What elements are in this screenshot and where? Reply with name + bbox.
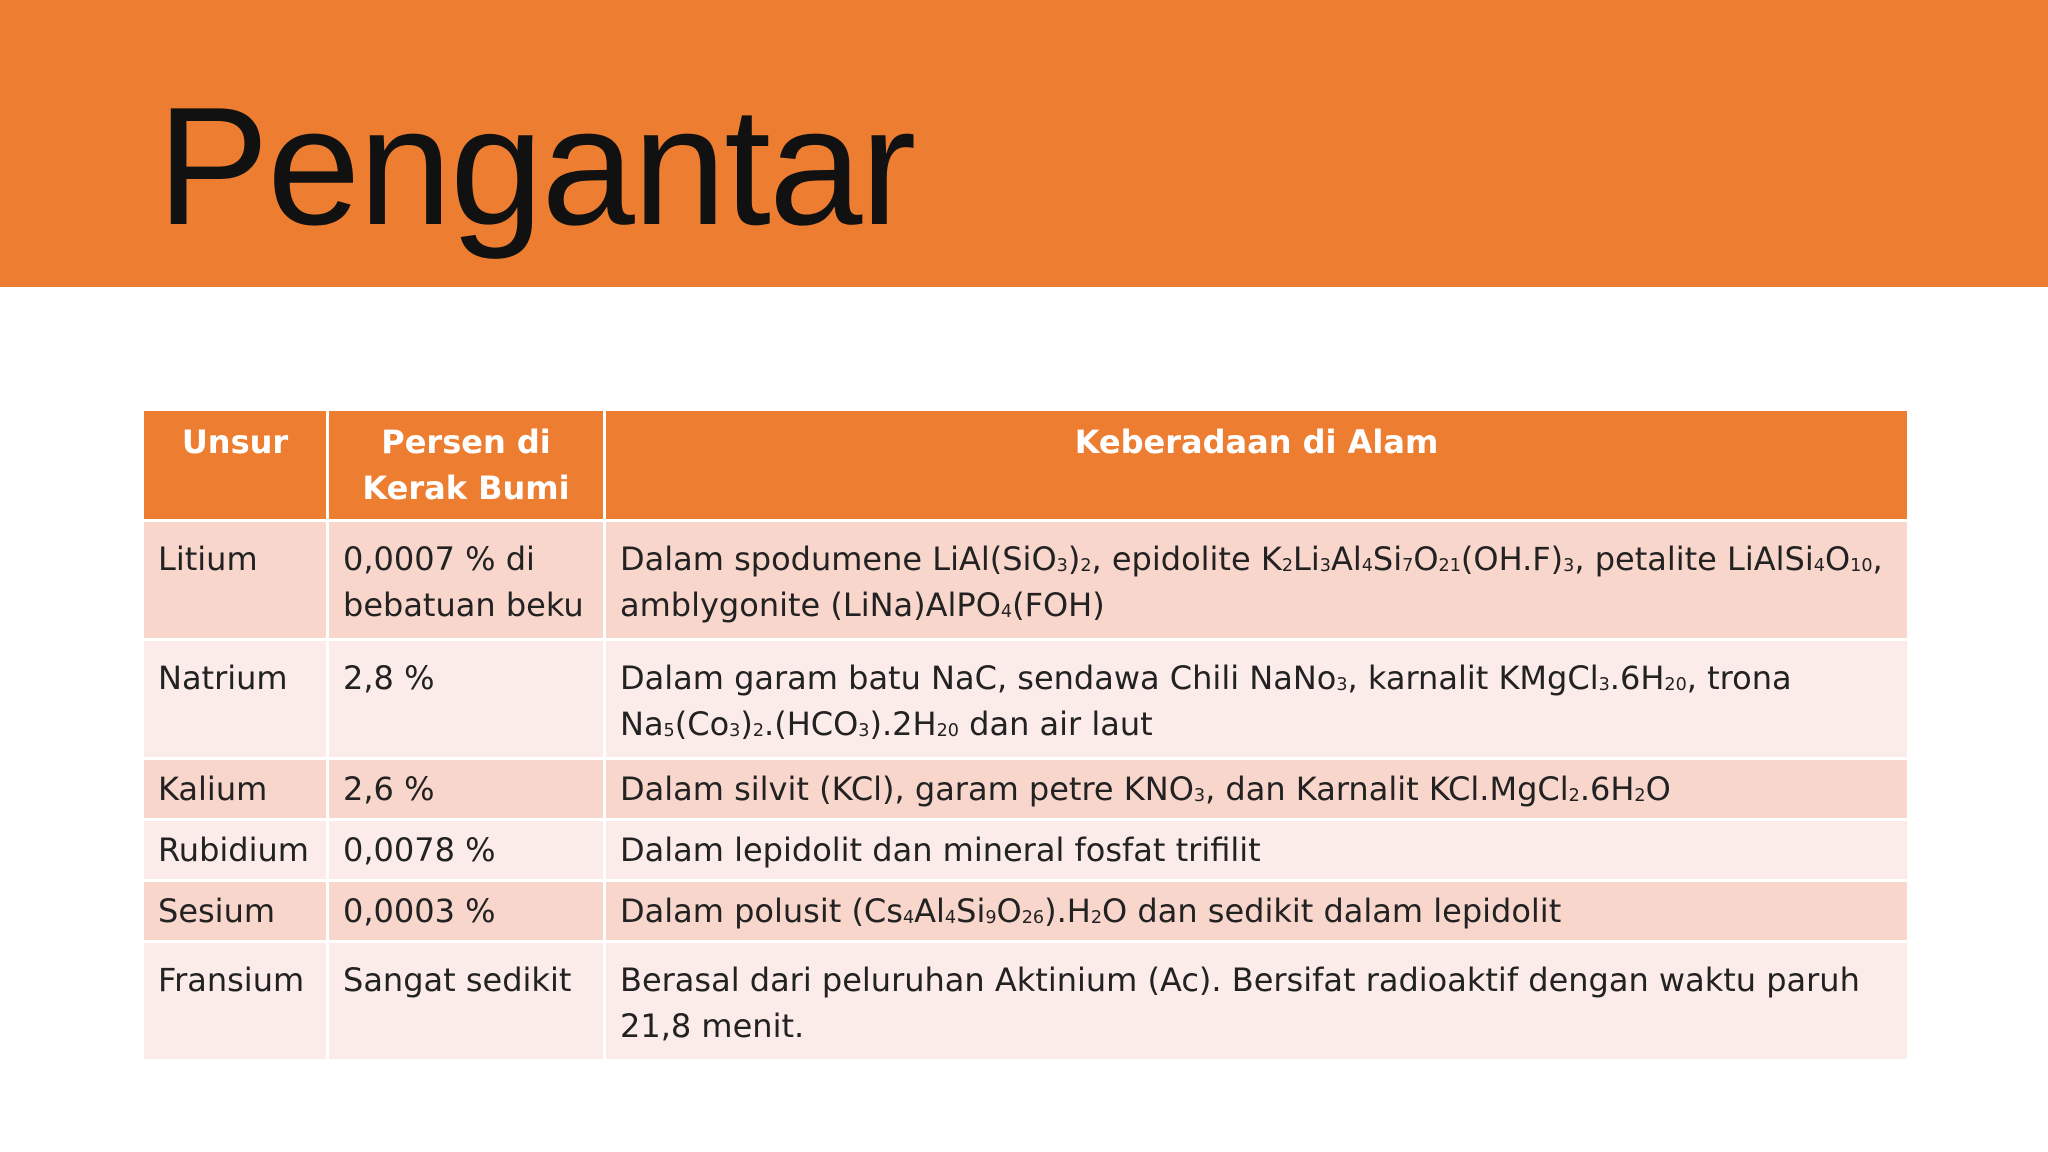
- table-row: [143, 521, 1909, 640]
- table-row: [143, 820, 1909, 881]
- alkali-metals-table: [141, 408, 1910, 1062]
- table-row: [143, 640, 1909, 759]
- cell-percent: Sangat sedikit: [328, 942, 605, 1061]
- header-element: Unsur: [143, 410, 328, 521]
- cell-element: Fransium: [143, 942, 328, 1061]
- header-occurrence: Keberadaan di Alam: [605, 410, 1909, 521]
- cell-percent: 0,0078 %: [328, 820, 605, 881]
- table-row: [143, 942, 1909, 1061]
- cell-element: Natrium: [143, 640, 328, 759]
- cell-percent: 2,6 %: [328, 759, 605, 820]
- cell-occurrence: Dalam lepidolit dan mineral fosfat trifilit: [605, 820, 1909, 881]
- table-row: [143, 759, 1909, 820]
- cell-occurrence: Dalam silvit (KCl), garam petre $KNO_3$, dan Karnalit $KCl.MgCl_2.6H_2O$: [605, 759, 1909, 820]
- cell-percent: 0,0003 %: [328, 881, 605, 942]
- cell-percent: 0,0007 % di bebatuan beku: [328, 521, 605, 640]
- slide-title: Pengantar: [157, 72, 915, 260]
- cell-element: Rubidium: [143, 820, 328, 881]
- table-row: [143, 881, 1909, 942]
- cell-occurrence: Dalam spodumene $LiAl(SiO_3)_2$, epidolite $K_2Li_3Al_4Si_7O_{21}(OH.F)_3$, petalite $LiAlSi_4O_{10}$, amblygonite (LiNa)AlPO$_4$(FOH): [605, 521, 1909, 640]
- cell-element: Sesium: [143, 881, 328, 942]
- table-header-row: [143, 410, 1909, 521]
- cell-occurrence: Berasal dari peluruhan Aktinium (Ac). Bersifat radioaktif dengan waktu paruh 21,8 menit.: [605, 942, 1909, 1061]
- cell-element: Litium: [143, 521, 328, 640]
- cell-occurrence: Dalam polusit $(Cs_4Al_4Si_9O_{26}).H_2O$ dan sedikit dalam lepidolit: [605, 881, 1909, 942]
- cell-percent: 2,8 %: [328, 640, 605, 759]
- header-percent: Persen di Kerak Bumi: [328, 410, 605, 521]
- cell-element: Kalium: [143, 759, 328, 820]
- cell-occurrence: Dalam garam batu NaC, sendawa Chili NaNo$_3$, karnalit $KMgCl_3.6H_{20}$, trona $Na_5(Co_3)_2.(HCO_3).2H_{20}$ dan air laut: [605, 640, 1909, 759]
